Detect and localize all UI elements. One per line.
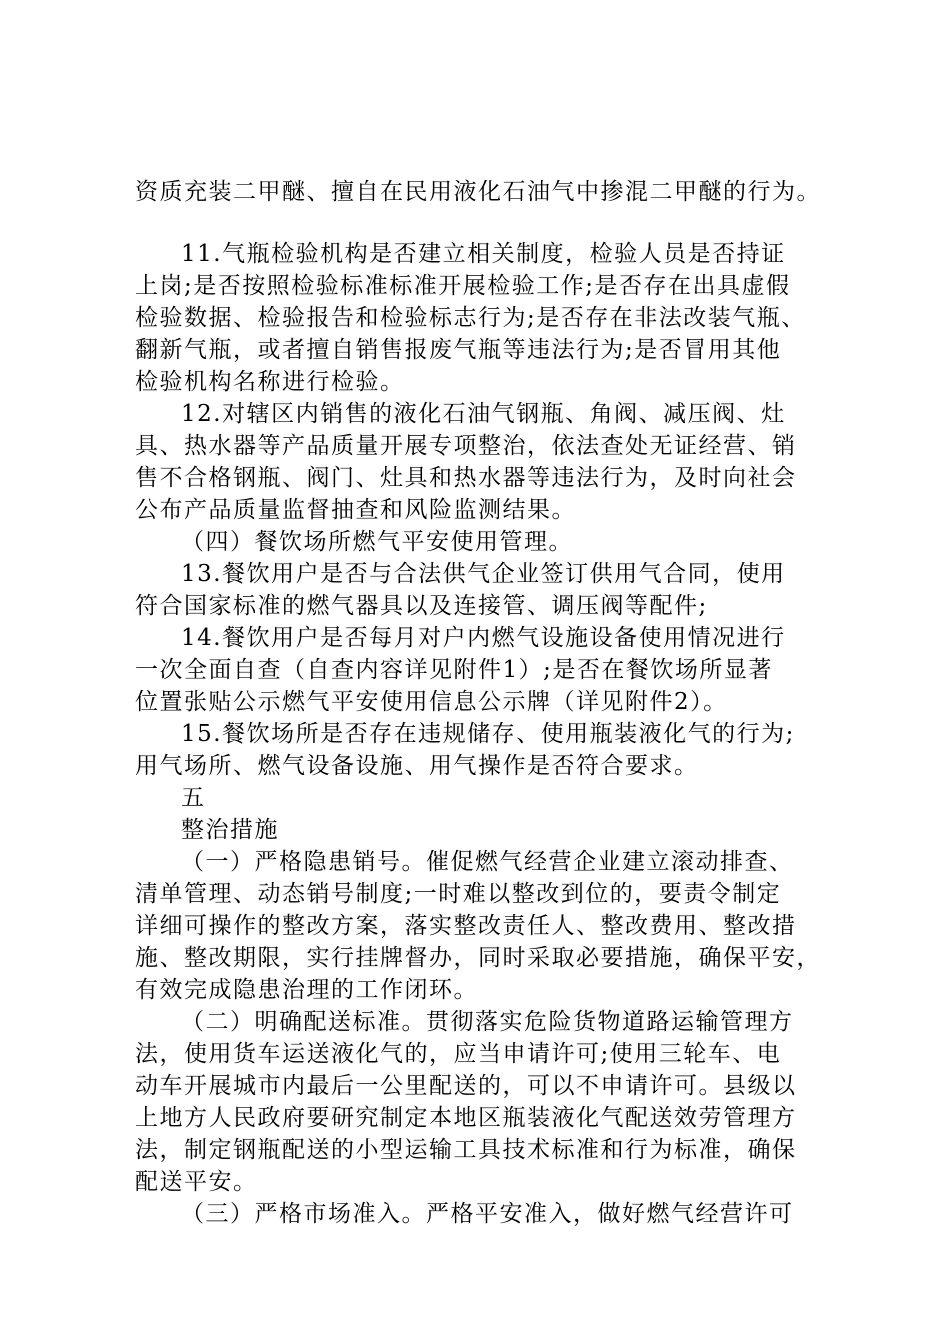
text-line: 用气场所、燃气设备设施、用气操作是否符合要求。	[135, 753, 699, 779]
text-line: 售不合格钢瓶、阀门、灶具和热水器等违法行为，及时向社会	[135, 465, 797, 491]
text-line: 配送平安。	[135, 1169, 258, 1195]
text-line: 13.餐饮用户是否与合法供气企业签订供用气合同，使用	[181, 561, 786, 587]
text-line: 14.餐饮用户是否每月对户内燃气设施设备使用情况进行	[181, 625, 786, 651]
text-line: 法，制定钢瓶配送的小型运输工具技术标准和行为标准，确保	[135, 1137, 797, 1163]
text-line: 位置张贴公示燃气平安使用信息公示牌（详见附件2）。	[135, 689, 728, 715]
text-line: 动车开展城市内最后一公里配送的，可以不申请许可。县级以	[135, 1073, 797, 1099]
text-line: 详细可操作的整改方案，落实整改责任人、整改费用、整改措	[135, 913, 797, 939]
text-line: 15.餐饮场所是否存在违规储存、使用瓶装液化气的行为;	[181, 721, 795, 747]
text-line: 符合国家标准的燃气器具以及连接管、调压阀等配件;	[135, 593, 708, 619]
text-line: （三）严格市场准入。严格平安准入，做好燃气经营许可	[181, 1201, 794, 1227]
text-line: 清单管理、动态销号制度;一时难以整改到位的，要责令制定	[135, 881, 782, 907]
text-line: 翻新气瓶，或者擅自销售报废气瓶等违法行为;是否冒用其他	[135, 337, 782, 363]
text-line: （二）明确配送标准。贯彻落实危险货物道路运输管理方	[181, 1009, 794, 1035]
text-line: 检验数据、检验报告和检验标志行为;是否存在非法改装气瓶、	[135, 305, 806, 331]
text-line: 12.对辖区内销售的液化石油气钢瓶、角阀、减压阀、灶	[181, 401, 786, 427]
text-line: 检验机构名称进行检验。	[135, 369, 405, 395]
text-line: 公布产品质量监督抽查和风险监测结果。	[135, 497, 576, 523]
text-line: 法，使用货车运送液化气的，应当申请许可;使用三轮车、电	[135, 1041, 782, 1067]
section-number: 五	[181, 785, 206, 811]
text-line: 上地方人民政府要研究制定本地区瓶装液化气配送效劳管理方	[135, 1105, 797, 1131]
text-line: 具、热水器等产品质量开展专项整治，依法查处无证经营、销	[135, 433, 797, 459]
text-line: 施、整改期限，实行挂牌督办，同时采取必要措施，确保平安，	[135, 945, 821, 971]
section-heading: （四）餐饮场所燃气平安使用管理。	[181, 529, 573, 555]
text-line: 有效完成隐患治理的工作闭环。	[135, 977, 478, 1003]
text-line: 资质充装二甲醚、擅自在民用液化石油气中掺混二甲醚的行为。	[135, 179, 821, 205]
section-heading: 整治措施	[181, 817, 279, 843]
text-line: （一）严格隐患销号。催促燃气经营企业建立滚动排查、	[181, 849, 794, 875]
text-line: 11.气瓶检验机构是否建立相关制度，检验人员是否持证	[181, 241, 786, 267]
text-line: 上岗;是否按照检验标准标准开展检验工作;是否存在出具虚假	[135, 273, 791, 299]
text-line: 一次全面自查（自查内容详见附件1）;是否在餐饮场所显著	[135, 657, 773, 683]
